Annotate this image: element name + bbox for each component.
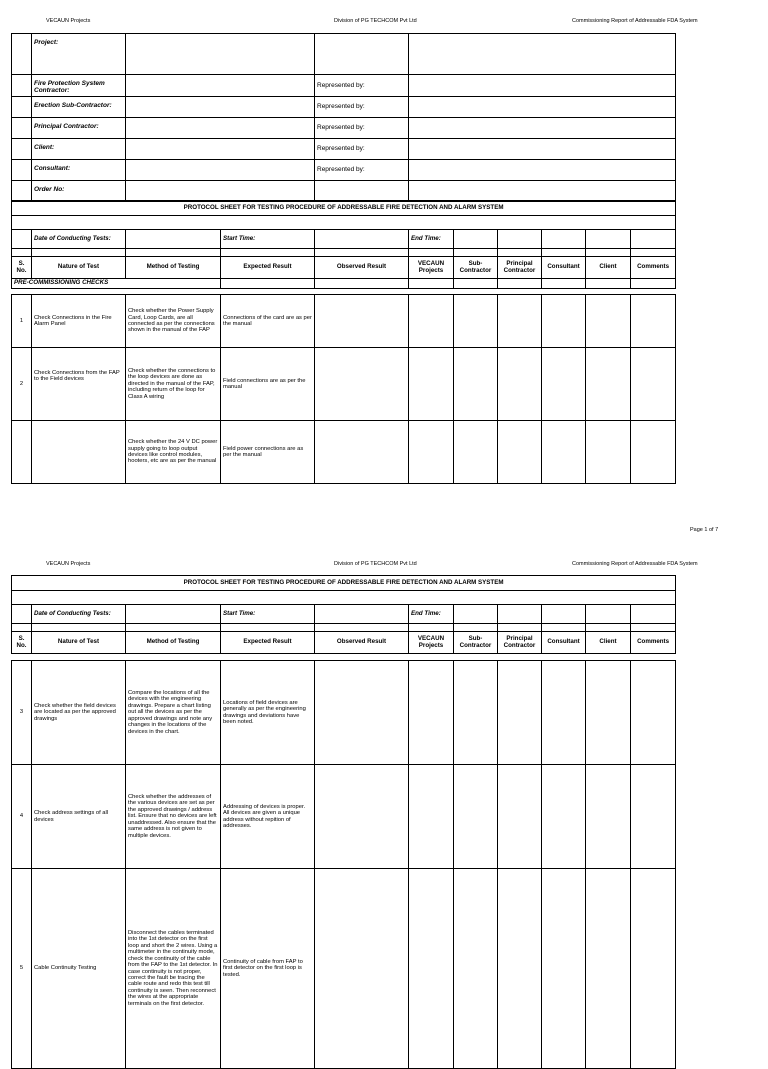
start-time-value[interactable]: [315, 230, 409, 249]
col-sno: S. No.: [12, 257, 32, 279]
col-principal: Principal Contractor: [498, 257, 542, 279]
test-rows-page2: [11, 660, 676, 1069]
date-label: Date of Conducting Tests:: [32, 605, 126, 624]
protocol-table-page1: [11, 200, 676, 289]
row-nature: Check address settings of all devices: [32, 765, 126, 869]
row-observed[interactable]: [315, 348, 409, 421]
date-value[interactable]: [126, 605, 221, 624]
header-left: VECAUN Projects: [46, 561, 91, 567]
col-expected: Expected Result: [221, 632, 315, 654]
represented-by-label: Represented by:: [315, 138, 409, 159]
end-time-value[interactable]: [454, 605, 498, 624]
end-time-label: End Time:: [409, 605, 454, 624]
row-number: 3: [12, 661, 32, 765]
row-observed[interactable]: [315, 765, 409, 869]
header-right: Commissioning Report of Addressable FDA System: [572, 561, 698, 567]
row-expected: Connections of the card are as per the manual: [221, 295, 315, 348]
order-no-label: Order No:: [32, 180, 126, 201]
project-label: Project:: [32, 34, 126, 75]
info-label: Principal Contractor:: [32, 117, 126, 138]
row-observed[interactable]: [315, 421, 409, 484]
row-number: 1: [12, 295, 32, 348]
col-client: Client: [586, 632, 631, 654]
row-method: Disconnect the cables terminated into the 1st detector on the first loop and short the 2 wires. Using a multimeter in the continuity mode, check the continuity of the cable from the FAP to the 1st detector. In case continuity is not proper, correct the fault be tracing the cable route and redo this test till continuity is seen. Then reconnect the wires at the appropriate terminals on the first detector.: [126, 869, 221, 1069]
col-consultant: Consultant: [542, 632, 586, 654]
row-number: 4: [12, 765, 32, 869]
table-row: [12, 765, 676, 869]
page-number: Page 1 of 7: [690, 527, 719, 533]
row-number: 5: [12, 869, 32, 1069]
header-center: Division of PG TECHCOM Pvt Ltd: [334, 18, 417, 24]
row-expected: Field power connections are as per the manual: [221, 421, 315, 484]
represented-by-label: Represented by:: [315, 96, 409, 117]
col-vecaun: VECAUN Projects: [409, 257, 454, 279]
row-observed[interactable]: [315, 661, 409, 765]
col-nature: Nature of Test: [32, 257, 126, 279]
header-right: Commissioning Report of Addressable FDA System: [572, 18, 698, 24]
col-comments: Comments: [631, 257, 676, 279]
header-left: VECAUN Projects: [46, 18, 91, 24]
row-expected: Continuity of cable from FAP to first detector on the first loop is tested.: [221, 869, 315, 1069]
represented-by-label: Represented by:: [315, 159, 409, 180]
table-row: [12, 661, 676, 765]
start-time-label: Start Time:: [221, 605, 315, 624]
col-observed: Observed Result: [315, 257, 409, 279]
start-time-value[interactable]: [315, 605, 409, 624]
protocol-table-page2: [11, 575, 676, 654]
info-label: Erection Sub-Contractor:: [32, 96, 126, 117]
row-expected: Field connections are as per the manual: [221, 348, 315, 421]
date-label: Date of Conducting Tests:: [32, 230, 126, 249]
row-expected: Locations of field devices are generally as per the engineering drawings and deviations have been noted.: [221, 661, 315, 765]
info-label: Client:: [32, 138, 126, 159]
col-consultant: Consultant: [542, 257, 586, 279]
project-value[interactable]: [126, 34, 315, 75]
col-method: Method of Testing: [126, 257, 221, 279]
row-number: 2: [12, 348, 32, 421]
row-observed[interactable]: [315, 295, 409, 348]
col-method: Method of Testing: [126, 632, 221, 654]
row-method: Check whether the addresses of the various devices are set as per the approved drawings / address list. Ensure that no devices are left unaddressed. Also ensure that the same address is not given to multiple devices.: [126, 765, 221, 869]
table-row: [12, 348, 676, 421]
page-header: [0, 15, 768, 29]
col-vecaun: VECAUN Projects: [409, 632, 454, 654]
table-row: [12, 421, 676, 484]
table-row: [12, 295, 676, 348]
col-observed: Observed Result: [315, 632, 409, 654]
date-value[interactable]: [126, 230, 221, 249]
sheet-title: PROTOCOL SHEET FOR TESTING PROCEDURE OF ADDRESSABLE FIRE DETECTION AND ALARM SYSTEM: [12, 201, 676, 216]
row-expected: Addressing of devices is proper. All devices are given a unique address without repition of addresses.: [221, 765, 315, 869]
section-label: PRE-COMMISSIONING CHECKS: [12, 279, 221, 289]
row-method: Check whether the Power Supply Card, Loop Cards, are all connected as per the connections shown in the manual of the FAP: [126, 295, 221, 348]
header-center: Division of PG TECHCOM Pvt Ltd: [334, 561, 417, 567]
info-label: Fire Protection System Contractor:: [32, 75, 126, 97]
represented-by-label: Represented by:: [315, 117, 409, 138]
end-time-label: End Time:: [409, 230, 454, 249]
col-principal: Principal Contractor: [498, 632, 542, 654]
col-expected: Expected Result: [221, 257, 315, 279]
row-nature: Check whether the field devices are located as per the approved drawings: [32, 661, 126, 765]
row-number: [12, 421, 32, 484]
row-method: Check whether the connections to the loop devices are done as directed in the manual of the FAP, including return of the loop for Class A wiring: [126, 348, 221, 421]
col-subcontractor: Sub-Contractor: [454, 257, 498, 279]
row-nature: Cable Continuity Testing: [32, 869, 126, 1069]
page-header: [0, 558, 768, 572]
col-subcontractor: Sub-Contractor: [454, 632, 498, 654]
table-row: [12, 869, 676, 1069]
info-label: Consultant:: [32, 159, 126, 180]
end-time-value[interactable]: [454, 230, 498, 249]
row-method: Check whether the 24 V DC power supply going to loop output devices like control modules, hooters, etc are as per the manual: [126, 421, 221, 484]
sheet-title: PROTOCOL SHEET FOR TESTING PROCEDURE OF ADDRESSABLE FIRE DETECTION AND ALARM SYSTEM: [12, 576, 676, 591]
col-nature: Nature of Test: [32, 632, 126, 654]
row-observed[interactable]: [315, 869, 409, 1069]
col-client: Client: [586, 257, 631, 279]
start-time-label: Start Time:: [221, 230, 315, 249]
col-sno: S. No.: [12, 632, 32, 654]
col-comments: Comments: [631, 632, 676, 654]
row-nature: [32, 421, 126, 484]
row-method: Compare the locations of all the devices with the engineering drawings. Prepare a chart listing out all the devices as per the approved drawings and note any changes in the locations of the devices in the chart.: [126, 661, 221, 765]
row-nature: Check Connections in the Fire Alarm Panel: [32, 295, 126, 348]
project-info-table: [11, 33, 676, 202]
row-nature: Check Connections from the FAP to the Field devices: [32, 348, 126, 421]
test-rows-page1: [11, 294, 676, 484]
represented-by-label: Represented by:: [315, 75, 409, 97]
